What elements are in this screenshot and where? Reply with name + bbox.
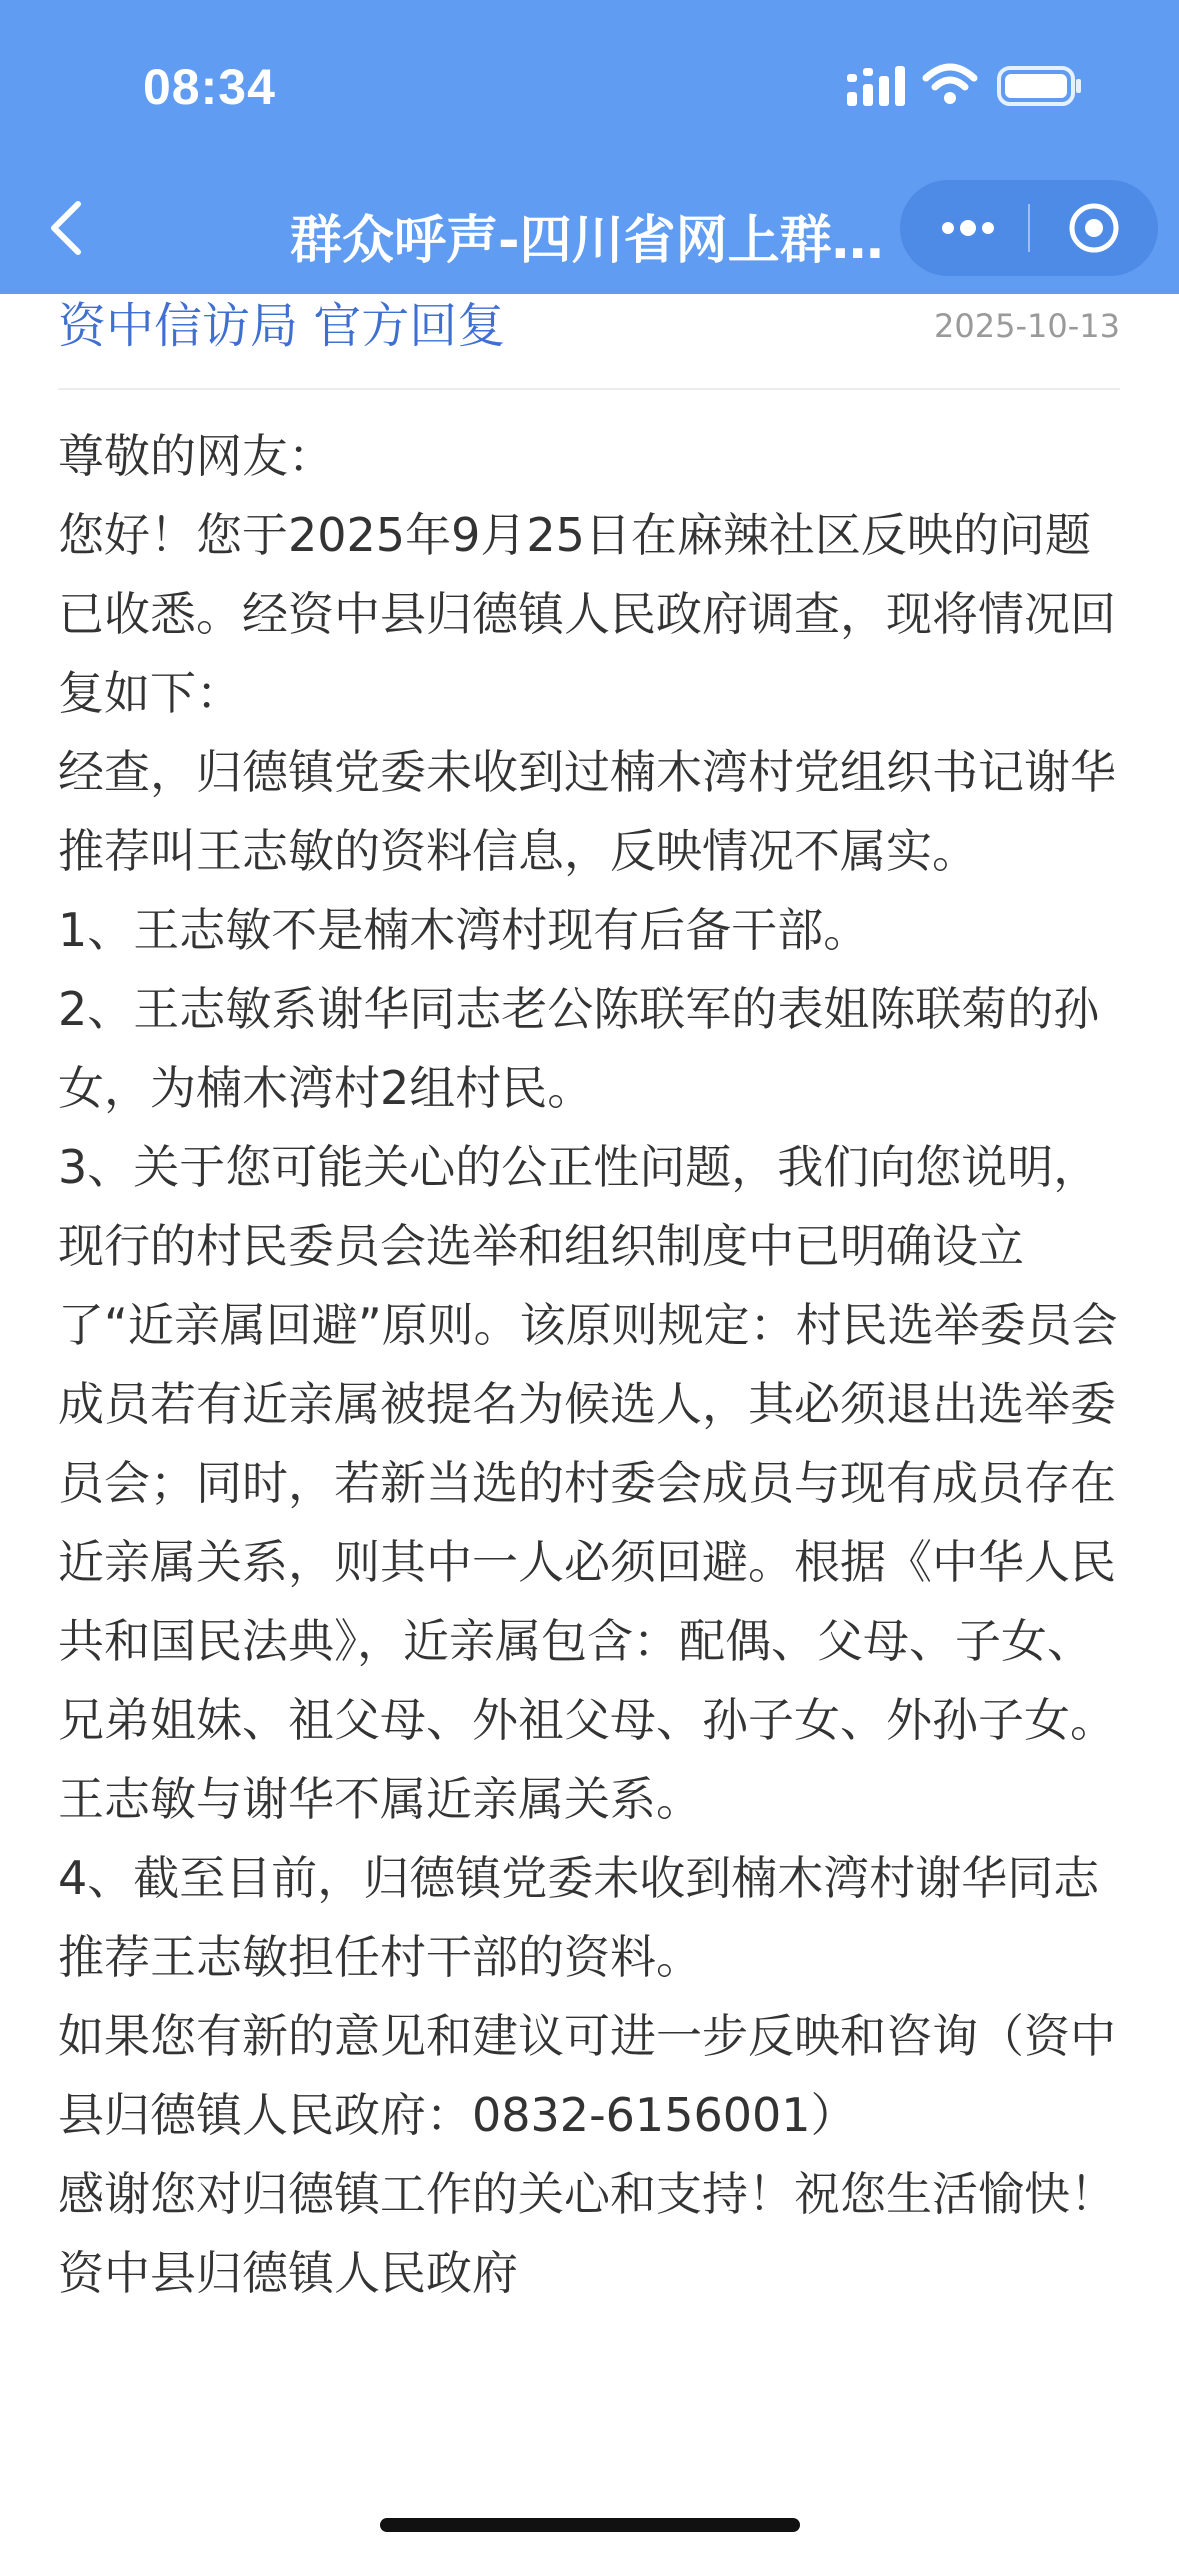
paragraph: 如果您有新的意见和建议可进一步反映和咨询（资中县归德镇人民政府：0832-6156001） — [58, 2009, 1116, 2142]
battery-icon — [997, 66, 1083, 106]
reply-header — [58, 294, 1120, 390]
paragraph: 经查，归德镇党委未收到过楠木湾村党组织书记谢华推荐叫王志敏的资料信息，反映情况不属实。 — [58, 745, 1116, 878]
capsule-divider — [1028, 204, 1030, 252]
home-indicator[interactable] — [380, 2518, 800, 2532]
target-icon[interactable] — [1066, 200, 1122, 256]
paragraph: 4、截至目前，归德镇党委未收到楠木湾村谢华同志推荐王志敏担任村干部的资料。 — [58, 1851, 1100, 1984]
paragraph: 您好！您于2025年9月25日在麻辣社区反映的问题已收悉。经资中县归德镇人民政府调查，现将情况回复如下： — [58, 508, 1116, 720]
back-icon[interactable] — [40, 196, 90, 260]
nav-title: 群众呼声-四川省网上群… — [290, 211, 884, 271]
wifi-icon — [922, 62, 978, 106]
status-time: 08:34 — [143, 59, 276, 115]
cellular-signal-icon — [845, 64, 907, 108]
more-icon[interactable] — [936, 210, 1000, 246]
reply-date: 2025-10-13 — [934, 307, 1120, 345]
paragraph: 感谢您对归德镇工作的关心和支持！祝您生活愉快！ — [58, 2167, 1116, 2221]
reply-content — [58, 417, 1128, 2313]
mini-program-capsule — [900, 180, 1158, 276]
paragraph: 尊敬的网友： — [58, 429, 334, 483]
signature: 资中县归德镇人民政府 — [58, 2246, 518, 2300]
top-bar — [0, 0, 1179, 294]
reply-source[interactable]: 资中信访局 官方回复 — [58, 298, 506, 354]
paragraph: 3、关于您可能关心的公正性问题，我们向您说明，现行的村民委员会选举和组织制度中已明确设立了“近亲属回避”原则。该原则规定：村民选举委员会成员若有近亲属被提名为候选人，其必须退出选举委员会；同时，若新当选的村委会成员与现有成员存在近亲属关系，则其中一人必须回避。根据《中华人民共和国民法典》，近亲属包含：配偶、父母、子女、兄弟姐妹、祖父母、外祖父母、孙子女、外孙子女。王志敏与谢华不属近亲属关系。 — [58, 1140, 1118, 1826]
paragraph: 1、王志敏不是楠木湾村现有后备干部。 — [58, 903, 870, 957]
paragraph: 2、王志敏系谢华同志老公陈联军的表姐陈联菊的孙女，为楠木湾村2组村民。 — [58, 982, 1100, 1115]
